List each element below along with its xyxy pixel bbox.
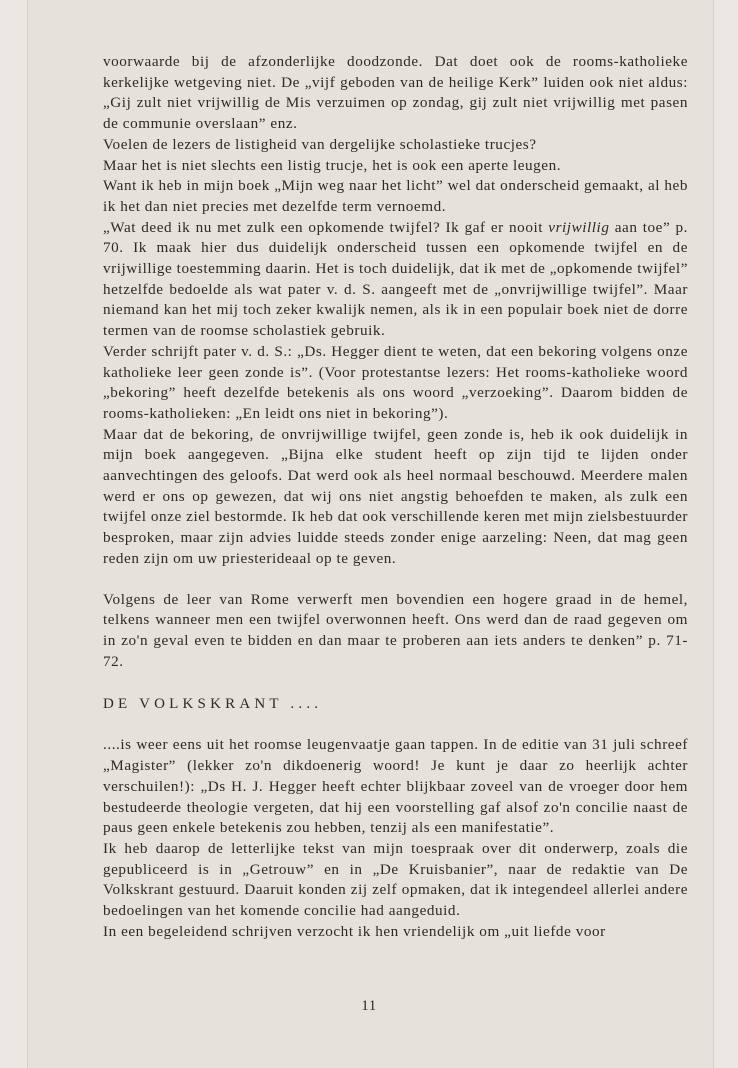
quote-paragraph <box>103 218 688 342</box>
section-heading: DE VOLKSKRANT .... <box>103 696 323 713</box>
quote-text: aan toe” p. 70. Ik maak hier dus duidelijk onderscheid tussen een opkomende twijfel en de vrijwillige toestemming daarin. Het is toch duidelijk, dat ik met de „opkomende twijfel” hetzelfde bedoelde als wat pater v. d. S. aangeeft met de „onvrijwillige twijfel”. Maar niemand kan het mij toch zeker kwalijk nemen, als ik in een populair boek niet de dorre termen van de roomse scholastiek gebruik. <box>103 218 688 340</box>
paragraph: voorwaarde bij de afzonderlijke doodzonde. Dat doet ook de rooms-katholieke kerkelijke wetgeving niet. De „vijf geboden van de heilige Kerk” luiden ook niet aldus: „Gij zult niet vrijwillig de Mis verzuimen op zondag, gij zult niet vrijwillig met pasen de communie overslaan” enz. <box>103 53 688 133</box>
paragraph: In een begeleidend schrijven verzocht ik hen vriendelijk om „uit liefde voor <box>103 922 606 940</box>
book-page <box>27 0 714 1068</box>
quote-text: „Wat deed ik nu met zulk een opkomende twijfel? Ik gaf er nooit <box>103 218 549 236</box>
paragraph: Maar het is niet slechts een listig trucje, het is ook een aperte leugen. <box>103 156 562 174</box>
page-body <box>103 52 688 942</box>
paragraph: Voelen de lezers de listigheid van dergelijke scholastieke trucjes? <box>103 135 537 153</box>
paragraph: Ik heb daarop de letterlijke tekst van mijn toespraak over dit onderwerp, zoals die gepubliceerd is in „Getrouw” en in „De Kruisbanier”, naar de redaktie van De Volkskrant gestuurd. Daaruit konden zij zelf opmaken, dat ik integendeel allerlei andere bedoelingen van het komende concilie had aangeduid. <box>103 839 688 920</box>
paragraph: ....is weer eens uit het roomse leugenvaatje gaan tappen. In de editie van 31 juli schreef „Magister” (lekker zo'n dikdoenerig woord! Je kunt je daar zo heerlijk achter verschuilen!): „Ds H. J. Hegger heeft echter blijkbaar zoveel van de vroeger door hem bestudeerde theologie vergeten, dat hij een voorstelling gaf alsof zo'n concilie naast de paus geen enkele betekenis zou hebben, tenzij als een manifestatie”. <box>103 736 688 837</box>
page-number: 11 <box>361 998 377 1014</box>
paragraph: Maar dat de bekoring, de onvrijwillige twijfel, geen zonde is, heb ik ook duidelijk in mijn boek aangegeven. „Bijna elke student heeft op zijn tijd te lijden onder aanvechtingen des geloofs. Dat werd ook als heel normaal beschouwd. Meerdere malen werd er ons op gewezen, dat wij ons niet angstig behoefden te maken, als zulk een twijfel onze ziel bestormde. Ik heb dat ook verschillende keren met mijn zielsbestuurder besproken, maar zijn advies luidde steeds zonder enige aarzeling: Neen, dat mag geen reden zijn om uw priesterideaal op te geven. <box>103 425 688 567</box>
paragraph: Volgens de leer van Rome verwerft men bovendien een hogere graad in de hemel, telkens wanneer men een twijfel overwonnen heeft. Ons werd dan de raad gegeven om in zo'n geval even te bidden en dan maar te proberen aan iets anders te denken” p. 71-72. <box>103 590 688 670</box>
paragraph: Verder schrijft pater v. d. S.: „Ds. Hegger dient te weten, dat een bekoring volgens onze katholieke leer geen zonde is”. (Voor protestantse lezers: Het rooms-katholieke woord „bekoring” heeft dezelfde betekenis als ons woord „verzoeking”. Daarom bidden de rooms-katholieken: „En leidt ons niet in bekoring”). <box>103 342 688 422</box>
emphasis-text: vrijwillig <box>548 218 610 236</box>
paragraph: Want ik heb in mijn boek „Mijn weg naar het licht” wel dat onderscheid gemaakt, al heb ik het dan niet precies met dezelfde term vernoemd. <box>103 177 688 215</box>
